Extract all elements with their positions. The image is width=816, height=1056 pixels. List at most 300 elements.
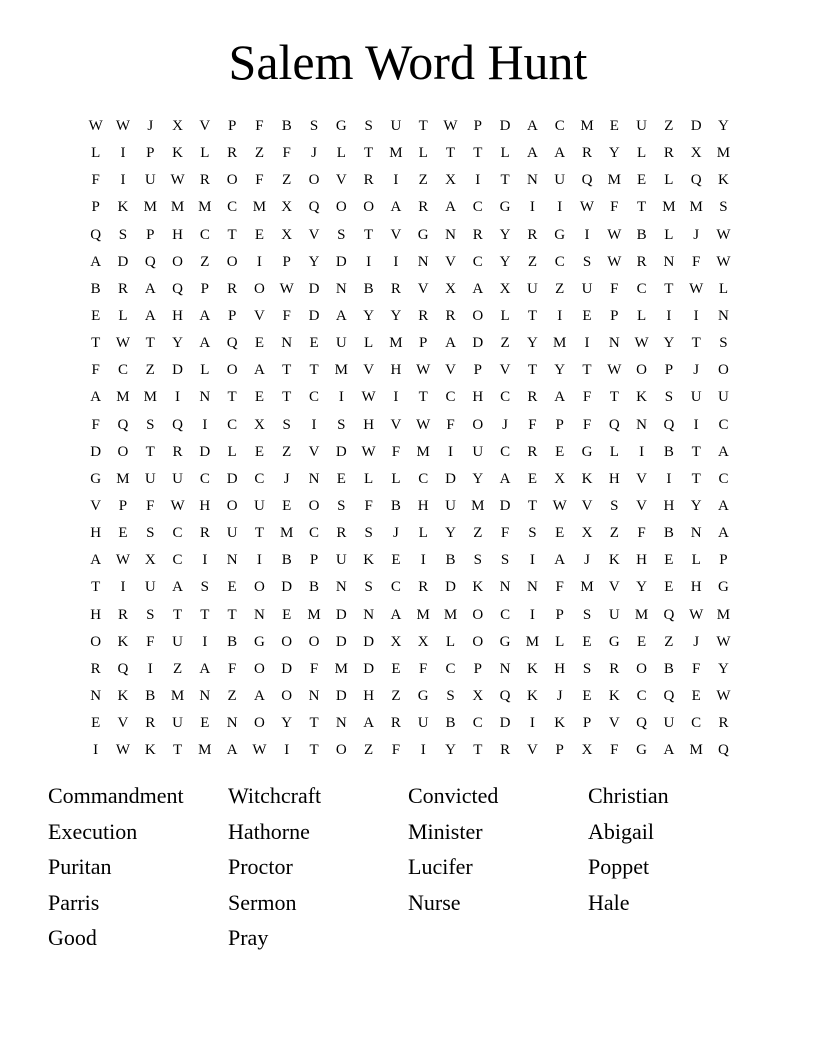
grid-letter[interactable]: I: [639, 443, 645, 460]
grid-letter[interactable]: A: [172, 579, 183, 596]
grid-letter[interactable]: B: [663, 525, 674, 542]
grid-letter[interactable]: E: [200, 715, 210, 732]
grid-letter[interactable]: T: [445, 145, 456, 162]
grid-letter[interactable]: L: [227, 443, 237, 460]
grid-letter[interactable]: I: [420, 552, 426, 569]
grid-letter[interactable]: F: [255, 172, 264, 189]
grid-letter[interactable]: K: [554, 715, 566, 732]
grid-letter[interactable]: E: [336, 470, 346, 487]
grid-letter[interactable]: X: [690, 145, 702, 162]
grid-letter[interactable]: N: [90, 688, 102, 705]
grid-letter[interactable]: W: [115, 335, 131, 352]
grid-letter[interactable]: U: [608, 606, 620, 623]
grid-letter[interactable]: X: [172, 118, 183, 135]
grid-letter[interactable]: A: [335, 308, 347, 325]
grid-letter[interactable]: D: [90, 443, 102, 460]
grid-letter[interactable]: P: [664, 362, 674, 379]
grid-letter[interactable]: U: [417, 715, 429, 732]
grid-letter[interactable]: I: [475, 172, 481, 189]
grid-letter[interactable]: T: [691, 335, 701, 352]
grid-letter[interactable]: Z: [364, 742, 374, 759]
grid-letter[interactable]: Y: [499, 253, 511, 270]
grid-letter[interactable]: F: [610, 280, 619, 297]
grid-letter[interactable]: D: [281, 660, 293, 677]
grid-letter[interactable]: M: [170, 199, 185, 216]
grid-letter[interactable]: E: [254, 389, 265, 406]
grid-letter[interactable]: S: [582, 253, 592, 270]
grid-letter[interactable]: M: [553, 335, 567, 352]
grid-letter[interactable]: Q: [718, 742, 729, 759]
grid-letter[interactable]: I: [557, 199, 563, 216]
grid-letter[interactable]: F: [419, 660, 428, 677]
grid-letter[interactable]: Z: [391, 688, 401, 705]
grid-letter[interactable]: A: [499, 470, 511, 487]
grid-letter[interactable]: K: [363, 552, 375, 569]
grid-letter[interactable]: T: [500, 172, 510, 189]
grid-letter[interactable]: P: [555, 416, 564, 433]
grid-letter[interactable]: X: [499, 280, 511, 297]
grid-letter[interactable]: O: [254, 579, 265, 596]
grid-letter[interactable]: P: [200, 280, 209, 297]
grid-letter[interactable]: A: [199, 660, 211, 677]
grid-letter[interactable]: N: [718, 308, 729, 325]
grid-letter[interactable]: F: [146, 498, 155, 515]
grid-letter[interactable]: P: [473, 660, 482, 677]
grid-letter[interactable]: W: [443, 118, 458, 135]
grid-letter[interactable]: W: [115, 552, 131, 569]
grid-letter[interactable]: H: [417, 498, 429, 515]
grid-letter[interactable]: M: [170, 688, 185, 705]
grid-letter[interactable]: N: [526, 579, 538, 596]
grid-letter[interactable]: Q: [226, 335, 238, 352]
grid-letter[interactable]: J: [147, 118, 154, 135]
grid-letter[interactable]: F: [91, 362, 100, 379]
grid-letter[interactable]: O: [472, 606, 484, 623]
grid-letter[interactable]: U: [718, 389, 729, 406]
grid-letter[interactable]: V: [308, 443, 320, 460]
grid-letter[interactable]: A: [226, 742, 238, 759]
grid-letter[interactable]: A: [254, 688, 265, 705]
grid-letter[interactable]: S: [118, 226, 128, 243]
grid-letter[interactable]: B: [663, 660, 674, 677]
grid-letter[interactable]: V: [526, 742, 538, 759]
grid-letter[interactable]: E: [637, 172, 647, 189]
grid-letter[interactable]: D: [335, 633, 347, 650]
grid-letter[interactable]: E: [664, 552, 674, 569]
grid-letter[interactable]: I: [175, 389, 181, 406]
grid-letter[interactable]: R: [199, 172, 210, 189]
grid-letter[interactable]: X: [581, 742, 593, 759]
grid-letter[interactable]: Q: [663, 606, 675, 623]
grid-letter[interactable]: T: [227, 606, 237, 623]
grid-letter[interactable]: P: [473, 118, 482, 135]
grid-letter[interactable]: L: [445, 633, 456, 650]
grid-letter[interactable]: C: [472, 253, 483, 270]
grid-letter[interactable]: A: [472, 280, 484, 297]
grid-letter[interactable]: M: [198, 199, 212, 216]
grid-letter[interactable]: L: [500, 145, 510, 162]
grid-letter[interactable]: P: [282, 253, 291, 270]
grid-letter[interactable]: T: [691, 470, 701, 487]
grid-letter[interactable]: T: [527, 362, 537, 379]
grid-letter[interactable]: Z: [200, 253, 210, 270]
grid-letter[interactable]: Z: [254, 145, 265, 162]
grid-letter[interactable]: O: [226, 172, 238, 189]
grid-letter[interactable]: T: [172, 742, 183, 759]
grid-letter[interactable]: Y: [445, 525, 456, 542]
grid-letter[interactable]: D: [499, 498, 511, 515]
grid-letter[interactable]: F: [637, 525, 646, 542]
grid-letter[interactable]: V: [199, 118, 211, 135]
grid-letter[interactable]: C: [554, 253, 565, 270]
grid-letter[interactable]: Z: [555, 280, 565, 297]
grid-letter[interactable]: I: [529, 552, 535, 569]
grid-letter[interactable]: D: [445, 470, 456, 487]
grid-letter[interactable]: E: [637, 633, 647, 650]
grid-letter[interactable]: A: [718, 525, 729, 542]
grid-letter[interactable]: O: [308, 172, 320, 189]
grid-letter[interactable]: Q: [144, 253, 156, 270]
grid-letter[interactable]: R: [227, 280, 238, 297]
grid-letter[interactable]: U: [445, 498, 456, 515]
grid-letter[interactable]: T: [282, 362, 292, 379]
grid-letter[interactable]: A: [718, 498, 729, 515]
grid-letter[interactable]: A: [390, 199, 402, 216]
grid-letter[interactable]: S: [146, 416, 155, 433]
grid-letter[interactable]: Y: [445, 742, 456, 759]
grid-letter[interactable]: R: [390, 280, 401, 297]
grid-letter[interactable]: L: [718, 280, 729, 297]
grid-letter[interactable]: V: [335, 172, 347, 189]
grid-letter[interactable]: E: [309, 335, 319, 352]
grid-letter[interactable]: T: [91, 579, 101, 596]
grid-letter[interactable]: N: [690, 525, 702, 542]
grid-letter[interactable]: C: [445, 660, 456, 677]
grid-letter[interactable]: E: [555, 443, 565, 460]
grid-letter[interactable]: G: [554, 226, 566, 243]
grid-letter[interactable]: R: [172, 443, 183, 460]
grid-letter[interactable]: W: [416, 362, 431, 379]
grid-letter[interactable]: X: [472, 688, 484, 705]
grid-letter[interactable]: F: [692, 660, 701, 677]
grid-letter[interactable]: F: [255, 118, 264, 135]
grid-letter[interactable]: H: [472, 389, 484, 406]
grid-letter[interactable]: P: [118, 498, 128, 515]
grid-letter[interactable]: N: [499, 660, 511, 677]
grid-letter[interactable]: R: [90, 660, 101, 677]
grid-letter[interactable]: D: [499, 118, 511, 135]
grid-letter[interactable]: X: [144, 552, 156, 569]
grid-letter[interactable]: F: [227, 660, 237, 677]
grid-letter[interactable]: A: [445, 199, 456, 216]
grid-letter[interactable]: Y: [172, 335, 183, 352]
grid-letter[interactable]: N: [335, 715, 347, 732]
grid-letter[interactable]: V: [390, 416, 402, 433]
grid-letter[interactable]: T: [637, 199, 647, 216]
grid-letter[interactable]: L: [418, 145, 428, 162]
grid-letter[interactable]: Q: [581, 172, 593, 189]
grid-letter[interactable]: E: [254, 335, 265, 352]
grid-letter[interactable]: P: [582, 715, 592, 732]
grid-letter[interactable]: R: [581, 145, 592, 162]
grid-letter[interactable]: R: [636, 253, 647, 270]
grid-letter[interactable]: F: [528, 416, 537, 433]
grid-letter[interactable]: Q: [608, 416, 620, 433]
grid-letter[interactable]: X: [445, 280, 456, 297]
grid-letter[interactable]: L: [200, 362, 210, 379]
grid-letter[interactable]: V: [608, 579, 620, 596]
grid-letter[interactable]: G: [718, 579, 729, 596]
grid-letter[interactable]: X: [445, 172, 456, 189]
grid-letter[interactable]: N: [363, 606, 375, 623]
grid-letter[interactable]: A: [554, 552, 566, 569]
grid-letter[interactable]: H: [363, 416, 375, 433]
grid-letter[interactable]: S: [146, 606, 155, 623]
grid-letter[interactable]: N: [608, 335, 620, 352]
grid-letter[interactable]: V: [308, 226, 320, 243]
grid-letter[interactable]: T: [227, 389, 237, 406]
grid-letter[interactable]: W: [716, 253, 731, 270]
grid-letter[interactable]: U: [636, 118, 647, 135]
grid-letter[interactable]: W: [115, 742, 131, 759]
grid-letter[interactable]: M: [634, 606, 649, 623]
grid-letter[interactable]: J: [693, 633, 700, 650]
grid-letter[interactable]: L: [664, 226, 674, 243]
grid-letter[interactable]: H: [90, 525, 102, 542]
grid-letter[interactable]: L: [418, 525, 428, 542]
grid-letter[interactable]: T: [282, 389, 292, 406]
grid-letter[interactable]: U: [526, 280, 538, 297]
grid-letter[interactable]: E: [91, 308, 101, 325]
grid-letter[interactable]: I: [666, 470, 672, 487]
grid-letter[interactable]: Q: [172, 280, 183, 297]
grid-letter[interactable]: C: [718, 416, 729, 433]
grid-letter[interactable]: Y: [636, 579, 647, 596]
grid-letter[interactable]: Z: [418, 172, 428, 189]
grid-letter[interactable]: V: [445, 362, 456, 379]
grid-letter[interactable]: K: [526, 688, 538, 705]
grid-letter[interactable]: O: [335, 742, 347, 759]
grid-letter[interactable]: G: [417, 226, 429, 243]
grid-letter[interactable]: J: [584, 552, 590, 569]
grid-letter[interactable]: Q: [172, 416, 183, 433]
grid-letter[interactable]: L: [609, 443, 619, 460]
grid-letter[interactable]: W: [552, 498, 567, 515]
grid-letter[interactable]: V: [636, 470, 647, 487]
grid-letter[interactable]: W: [689, 606, 704, 623]
grid-letter[interactable]: V: [581, 498, 593, 515]
grid-letter[interactable]: P: [555, 606, 564, 623]
grid-letter[interactable]: M: [389, 335, 403, 352]
grid-letter[interactable]: B: [90, 280, 101, 297]
grid-letter[interactable]: I: [420, 742, 426, 759]
grid-letter[interactable]: H: [608, 470, 620, 487]
grid-letter[interactable]: B: [663, 443, 674, 460]
grid-letter[interactable]: S: [719, 199, 728, 216]
grid-letter[interactable]: K: [636, 389, 647, 406]
grid-letter[interactable]: A: [90, 552, 102, 569]
grid-letter[interactable]: O: [472, 416, 484, 433]
grid-letter[interactable]: W: [716, 688, 731, 705]
grid-letter[interactable]: C: [472, 199, 483, 216]
grid-letter[interactable]: W: [579, 199, 595, 216]
grid-letter[interactable]: X: [390, 633, 402, 650]
grid-letter[interactable]: K: [608, 552, 620, 569]
grid-letter[interactable]: X: [581, 525, 593, 542]
grid-letter[interactable]: O: [226, 362, 238, 379]
grid-letter[interactable]: J: [283, 470, 290, 487]
grid-letter[interactable]: O: [636, 362, 647, 379]
grid-letter[interactable]: L: [200, 145, 210, 162]
grid-letter[interactable]: K: [172, 145, 183, 162]
grid-letter[interactable]: T: [609, 389, 619, 406]
grid-letter[interactable]: Y: [718, 118, 729, 135]
grid-letter[interactable]: C: [691, 715, 702, 732]
grid-letter[interactable]: K: [117, 688, 129, 705]
grid-letter[interactable]: C: [309, 389, 320, 406]
grid-letter[interactable]: U: [690, 389, 702, 406]
grid-letter[interactable]: N: [281, 335, 293, 352]
grid-letter[interactable]: F: [582, 389, 592, 406]
grid-letter[interactable]: N: [335, 280, 347, 297]
grid-letter[interactable]: M: [716, 145, 731, 162]
grid-letter[interactable]: O: [472, 633, 484, 650]
grid-letter[interactable]: O: [226, 253, 238, 270]
grid-letter[interactable]: H: [172, 226, 183, 243]
grid-letter[interactable]: S: [309, 118, 319, 135]
grid-letter[interactable]: M: [689, 742, 703, 759]
grid-letter[interactable]: V: [499, 362, 511, 379]
grid-letter[interactable]: W: [416, 416, 431, 433]
grid-letter[interactable]: D: [499, 715, 511, 732]
grid-letter[interactable]: G: [254, 633, 265, 650]
grid-letter[interactable]: T: [309, 362, 319, 379]
grid-letter[interactable]: Y: [363, 308, 375, 325]
grid-letter[interactable]: O: [254, 660, 265, 677]
grid-letter[interactable]: B: [445, 552, 456, 569]
grid-letter[interactable]: L: [118, 308, 128, 325]
grid-letter[interactable]: O: [226, 498, 238, 515]
grid-letter[interactable]: R: [117, 280, 128, 297]
grid-letter[interactable]: C: [500, 389, 511, 406]
grid-letter[interactable]: K: [117, 199, 129, 216]
grid-letter[interactable]: G: [636, 742, 647, 759]
grid-letter[interactable]: N: [308, 470, 320, 487]
grid-letter[interactable]: I: [584, 335, 590, 352]
grid-letter[interactable]: I: [529, 606, 535, 623]
grid-letter[interactable]: N: [226, 552, 238, 569]
grid-letter[interactable]: B: [309, 579, 320, 596]
grid-letter[interactable]: I: [202, 416, 208, 433]
grid-letter[interactable]: D: [335, 688, 347, 705]
grid-letter[interactable]: E: [254, 443, 265, 460]
grid-letter[interactable]: M: [116, 389, 130, 406]
grid-letter[interactable]: M: [143, 199, 157, 216]
grid-letter[interactable]: Z: [145, 362, 155, 379]
grid-letter[interactable]: V: [608, 715, 620, 732]
grid-letter[interactable]: T: [172, 606, 183, 623]
grid-letter[interactable]: O: [308, 498, 320, 515]
grid-letter[interactable]: G: [499, 199, 511, 216]
grid-letter[interactable]: E: [254, 226, 265, 243]
grid-letter[interactable]: A: [390, 606, 402, 623]
grid-letter[interactable]: R: [527, 443, 538, 460]
grid-letter[interactable]: F: [500, 525, 510, 542]
grid-letter[interactable]: S: [500, 552, 510, 569]
grid-letter[interactable]: U: [581, 280, 593, 297]
grid-letter[interactable]: Z: [500, 335, 510, 352]
grid-letter[interactable]: N: [226, 715, 238, 732]
grid-letter[interactable]: K: [526, 660, 538, 677]
grid-letter[interactable]: V: [417, 280, 429, 297]
grid-letter[interactable]: Z: [664, 633, 674, 650]
grid-letter[interactable]: Q: [690, 172, 702, 189]
grid-letter[interactable]: V: [636, 498, 647, 515]
grid-letter[interactable]: E: [118, 525, 128, 542]
grid-letter[interactable]: A: [663, 742, 675, 759]
grid-letter[interactable]: R: [199, 525, 210, 542]
grid-letter[interactable]: K: [117, 633, 129, 650]
grid-letter[interactable]: Z: [282, 443, 292, 460]
grid-letter[interactable]: U: [663, 715, 675, 732]
grid-letter[interactable]: T: [200, 606, 210, 623]
grid-letter[interactable]: W: [607, 362, 622, 379]
grid-letter[interactable]: I: [120, 145, 126, 162]
grid-letter[interactable]: V: [445, 253, 456, 270]
grid-letter[interactable]: T: [364, 226, 374, 243]
grid-letter[interactable]: L: [637, 308, 647, 325]
grid-letter[interactable]: V: [363, 362, 375, 379]
grid-letter[interactable]: F: [555, 579, 564, 596]
grid-letter[interactable]: I: [311, 416, 317, 433]
grid-letter[interactable]: M: [580, 118, 594, 135]
grid-letter[interactable]: F: [282, 308, 291, 325]
grid-letter[interactable]: J: [693, 362, 700, 379]
grid-letter[interactable]: A: [718, 443, 729, 460]
grid-letter[interactable]: S: [582, 606, 592, 623]
grid-letter[interactable]: C: [227, 199, 238, 216]
grid-letter[interactable]: F: [282, 145, 291, 162]
grid-letter[interactable]: H: [390, 362, 402, 379]
grid-letter[interactable]: N: [254, 606, 265, 623]
grid-letter[interactable]: F: [91, 172, 100, 189]
grid-letter[interactable]: W: [689, 280, 704, 297]
grid-letter[interactable]: Y: [718, 660, 729, 677]
grid-letter[interactable]: I: [202, 552, 208, 569]
grid-letter[interactable]: Y: [526, 335, 538, 352]
grid-letter[interactable]: M: [580, 579, 594, 596]
grid-letter[interactable]: C: [172, 525, 183, 542]
grid-letter[interactable]: A: [199, 335, 211, 352]
grid-letter[interactable]: J: [392, 525, 399, 542]
grid-letter[interactable]: D: [281, 579, 293, 596]
grid-letter[interactable]: A: [199, 308, 211, 325]
grid-letter[interactable]: Y: [472, 470, 484, 487]
grid-letter[interactable]: V: [254, 308, 265, 325]
grid-letter[interactable]: F: [391, 443, 401, 460]
grid-letter[interactable]: C: [636, 688, 647, 705]
grid-letter[interactable]: T: [227, 226, 237, 243]
grid-letter[interactable]: L: [336, 145, 346, 162]
grid-letter[interactable]: R: [500, 742, 511, 759]
grid-letter[interactable]: I: [393, 389, 399, 406]
grid-letter[interactable]: D: [199, 443, 211, 460]
grid-letter[interactable]: W: [170, 172, 185, 189]
grid-letter[interactable]: O: [117, 443, 129, 460]
grid-letter[interactable]: Q: [636, 715, 647, 732]
grid-letter[interactable]: H: [90, 606, 102, 623]
grid-letter[interactable]: B: [281, 118, 292, 135]
